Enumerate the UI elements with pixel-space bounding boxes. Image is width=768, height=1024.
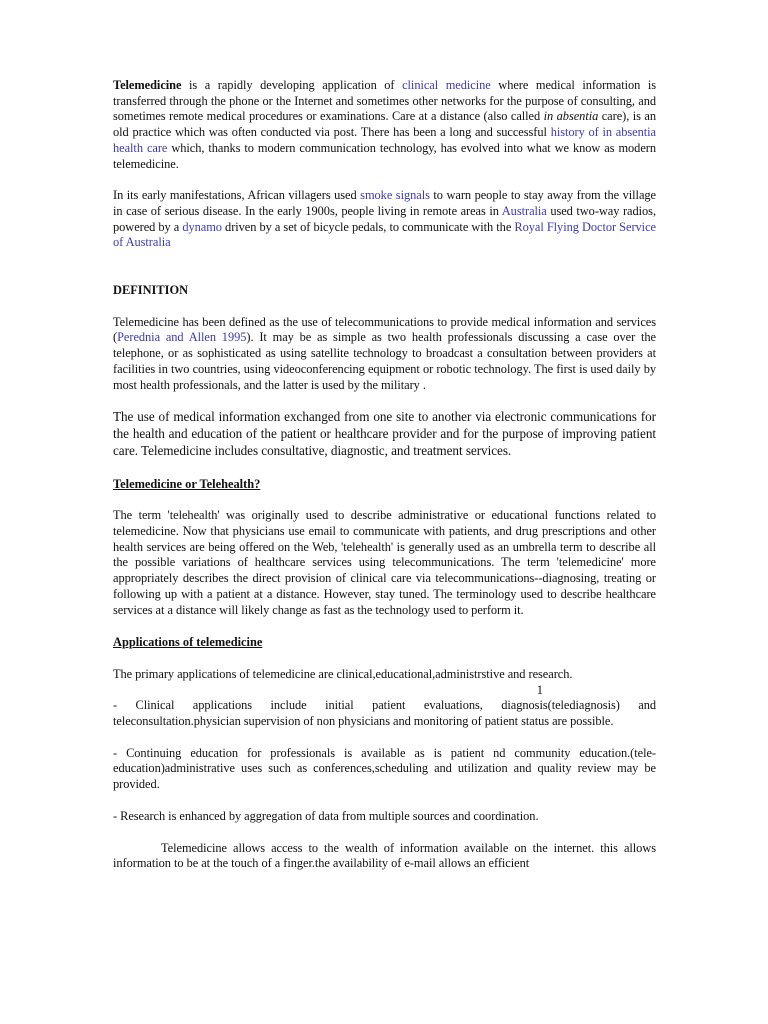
term-telemedicine: Telemedicine (113, 78, 182, 92)
paragraph-medical-information: The use of medical information exchanged from one site to another via electronic communications for the health and education of the patient or healthcare provider and for the purpose of improving patient care. Telemedicine includes consultative, diagnostic, and treatment services. (113, 409, 656, 458)
link-royal-flying-doctor[interactable]: Royal Flying Doctor Service of Australia (113, 219, 656, 250)
paragraph-internet-access: Telemedicine allows access to the wealth of information available on the internet. this allows information to be at the touch of a finger.the availability of e-mail allows an efficient (113, 840, 656, 871)
link-dynamo[interactable]: dynamo (182, 219, 222, 234)
heading-applications: Applications of telemedicine (113, 635, 263, 650)
paragraph-research: - Research is enhanced by aggregation of data from multiple sources and coordination. (113, 808, 539, 823)
paragraph-early-manifestations: In its early manifestations, African villagers used smoke signals to warn people to stay away from the village in case of serious disease. In the early 1900s, people living in remote areas in Australia used two-way radios, powered by a dynamo driven by a set of bicycle pedals, to communicate with the Royal Flying Doctor Service of Australia (113, 188, 656, 250)
link-clinical-medicine[interactable]: clinical medicine (402, 78, 491, 92)
link-history-in-absentia[interactable]: history of in absentia health care (113, 125, 657, 155)
paragraph-intro: Telemedicine is a rapidly developing application of clinical medicine where medical information is transferred through the phone or the Internet and sometimes other networks for the purpose of consulting, and sometimes remote medical procedures or examinations. Care at a distance (also called in absentia care), is an old practice which was often conducted via post. There has been a long and successful history of in absentia health care which, thanks to modern communication technology, has evolved into what we know as modern telemedicine. (113, 78, 657, 171)
paragraph-definition: Telemedicine has been defined as the use of telecommunications to provide medical information and services (Perednia and Allen 1995). It may be as simple as two health professionals discussing a case over the telephone, or as sophisticated as using satellite technology to broadcast a consultation between providers at facilities in two countries, using videoconferencing equipment or robotic technology. The first is used daily by most health professionals, and the latter is used by the military . (113, 314, 656, 392)
heading-definition: DEFINITION (113, 283, 189, 298)
link-perednia-allen[interactable]: Perednia and Allen 1995 (117, 330, 247, 345)
link-smoke-signals[interactable]: smoke signals (360, 188, 430, 203)
paragraph-primary-applications: The primary applications of telemedicine are clinical,educational,administrstive and research. (113, 666, 573, 681)
link-australia[interactable]: Australia (501, 203, 547, 218)
paragraph-continuing-education: - Continuing education for professionals is available as is patient nd community education.(tele-education)administrative uses such as conferences,scheduling and utilization and quality review may be provided. (113, 745, 656, 792)
paragraph-telehealth: The term 'telehealth' was originally used to describe administrative or educational functions related to telemedicine. Now that physicians use email to communicate with patients, and drug prescriptions and other health services are being offered on the Web, 'telehealth' is generally used as an umbrella term to describe all the possible variations of healthcare services using telecommunications. The term 'telemedicine' more appropriately describes the direct provision of clinical care via telecommunications--diagnosing, treating or following up with a patient at a distance. However, stay tuned. The terminology used to describe healthcare services at a distance will likely change as fast as the technology used to perform it. (113, 508, 656, 617)
page-number: 1 (536, 682, 543, 697)
heading-telemedicine-or-telehealth: Telemedicine or Telehealth? (113, 476, 261, 491)
paragraph-clinical-applications: - Clinical applications include initial patient evaluations, diagnosis(telediagnosis) and teleconsultation.physician supervision of non physicians and monitoring of patient status are possible. (113, 698, 656, 729)
